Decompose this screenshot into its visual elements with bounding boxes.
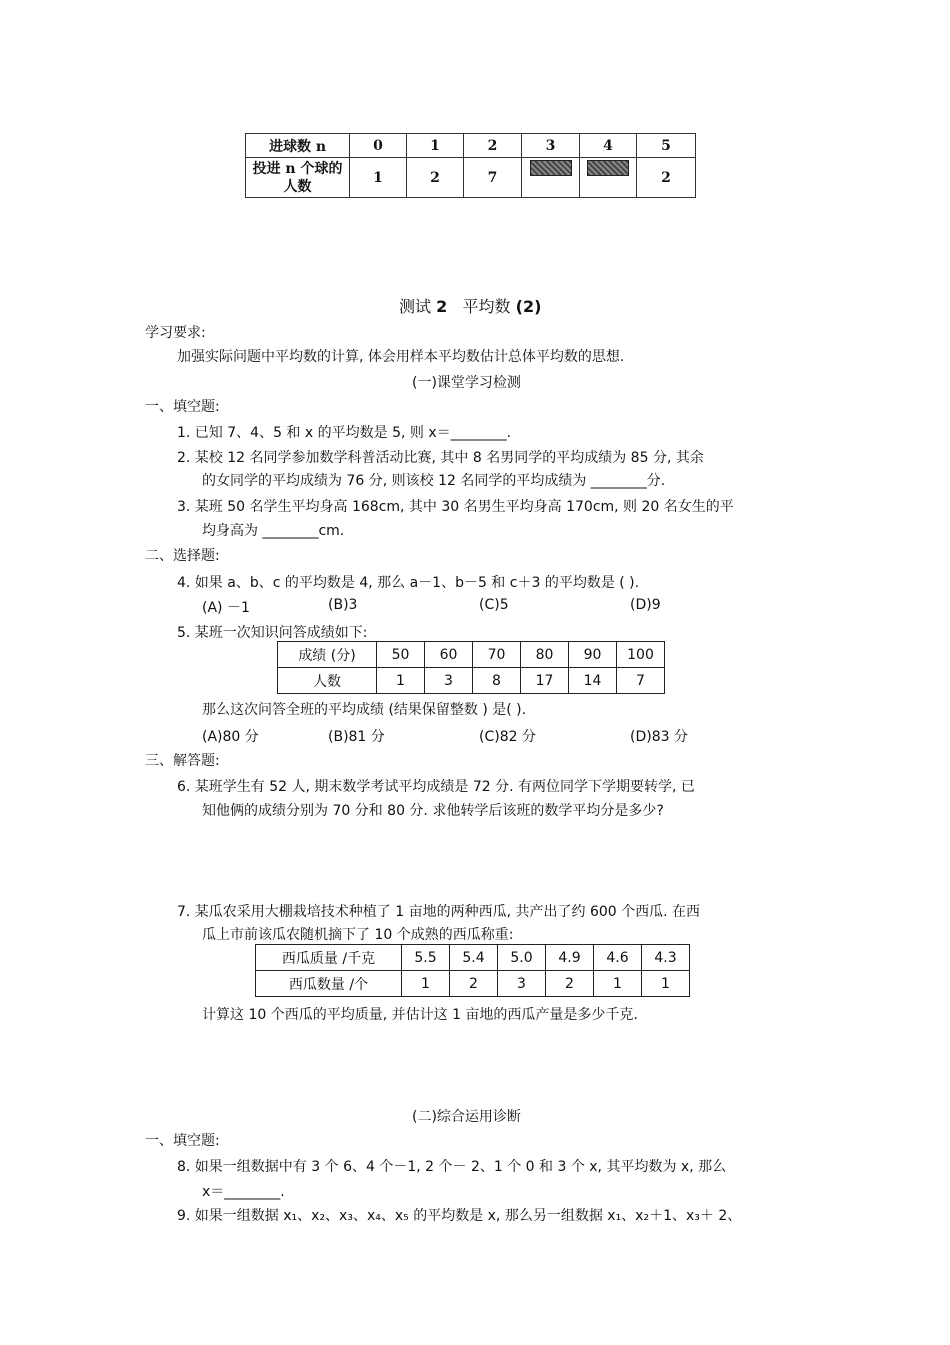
score-table-top: [245, 133, 696, 198]
section-heading: 一、填空题:: [145, 1133, 220, 1149]
question-4: 4. 如果 a、b、c 的平均数是 4, 那么 a－1、b－5 和 c＋3 的平均数是 ( ).: [177, 575, 640, 591]
page-title: [399, 294, 541, 317]
header-line: 人数: [283, 178, 312, 195]
option-d: (D)83 分: [630, 729, 688, 745]
table-cell: 1: [350, 158, 407, 198]
table-cell: 1: [377, 668, 425, 694]
title-number: 2: [436, 297, 448, 316]
question-1: 1. 已知 7、4、5 和 x 的平均数是 5, 则 x＝________.: [177, 425, 512, 441]
table-cell: 17: [521, 668, 569, 694]
title-prefix: 测试: [399, 297, 432, 316]
section-heading: 三、解答题:: [145, 753, 220, 769]
section-heading: 二、选择题:: [145, 548, 220, 564]
table-cell: 4: [580, 134, 637, 158]
question-7-line: 7. 某瓜农采用大棚栽培技术种植了 1 亩地的两种西瓜, 共产出了约 600 个西瓜. 在西: [177, 904, 701, 920]
question-7-tail: 计算这 10 个西瓜的平均质量, 并估计这 1 亩地的西瓜产量是多少千克.: [202, 1007, 638, 1023]
question-7-line: 瓜上市前该瓜农随机摘下了 10 个成熟的西瓜称重:: [202, 927, 514, 943]
section-title: (二)综合运用诊断: [412, 1109, 521, 1125]
redaction-mark: [530, 160, 572, 176]
question-3-line: 均身高为 ________cm.: [202, 523, 345, 539]
table-cell: 2: [450, 971, 498, 997]
table-header-cell: 西瓜质量 /千克: [256, 945, 402, 971]
question-8-line: x＝________.: [202, 1184, 285, 1200]
question-8-line: 8. 如果一组数据中有 3 个 6、4 个－1, 2 个－ 2、1 个 0 和 3 个 x, 其平均数为 x, 那么: [177, 1159, 727, 1175]
table-cell: 1: [642, 971, 690, 997]
table-cell: 7: [464, 158, 522, 198]
table-cell: 14: [569, 668, 617, 694]
option-c: (C)5: [479, 597, 509, 613]
section-heading: 一、填空题:: [145, 399, 220, 415]
question-2-line: 2. 某校 12 名同学参加数学科普活动比赛, 其中 8 名男同学的平均成绩为 85 分, 其余: [177, 450, 704, 466]
option-b: (B)81 分: [328, 729, 385, 745]
header-line: 投进 n 个球的: [252, 160, 343, 177]
option-b: (B)3: [328, 597, 358, 613]
option-d: (D)9: [630, 597, 661, 613]
table-cell: 50: [377, 642, 425, 668]
obscured-cell: [580, 158, 637, 198]
question-5-tail: 那么这次问答全班的平均成绩 (结果保留整数 ) 是( ).: [202, 702, 527, 718]
table-header-cell: 成绩 (分): [278, 642, 377, 668]
question-9-line: 9. 如果一组数据 x₁、x₂、x₃、x₄、x₅ 的平均数是 x, 那么另一组数据 x₁、x₂＋1、x₃＋ 2、: [177, 1208, 742, 1224]
table-cell: 5.5: [402, 945, 450, 971]
score-table-q5: [277, 641, 665, 694]
question-3-line: 3. 某班 50 名学生平均身高 168cm, 其中 30 名男生平均身高 170cm, 则 20 名女生的平: [177, 499, 734, 515]
section-title: (一)课堂学习检测: [412, 375, 521, 391]
obscured-cell: [522, 158, 580, 198]
table-cell: 100: [617, 642, 665, 668]
table-cell: 1: [407, 134, 464, 158]
table-cell: 4.9: [546, 945, 594, 971]
table-cell: 2: [546, 971, 594, 997]
table-cell: 8: [473, 668, 521, 694]
table-cell: 5: [637, 134, 696, 158]
table-cell: 4.3: [642, 945, 690, 971]
option-a: (A)80 分: [202, 729, 259, 745]
table-cell: 3: [522, 134, 580, 158]
question-5: 5. 某班一次知识问答成绩如下:: [177, 625, 368, 641]
table-cell: 70: [473, 642, 521, 668]
question-6-line: 知他俩的成绩分别为 70 分和 80 分. 求他转学后该班的数学平均分是多少?: [202, 803, 664, 819]
table-cell: 80: [521, 642, 569, 668]
watermelon-table: [255, 944, 690, 997]
option-a: (A) －1: [202, 600, 250, 616]
table-cell: 5.0: [498, 945, 546, 971]
table-header-cell: 进球数 n: [246, 134, 350, 158]
option-c: (C)82 分: [479, 729, 536, 745]
table-header-cell: 人数: [278, 668, 377, 694]
table-cell: 7: [617, 668, 665, 694]
table-cell: 1: [402, 971, 450, 997]
table-cell: 5.4: [450, 945, 498, 971]
redaction-mark: [587, 160, 629, 176]
table-cell: 3: [425, 668, 473, 694]
table-cell: 0: [350, 134, 407, 158]
question-6-line: 6. 某班学生有 52 人, 期末数学考试平均成绩是 72 分. 有两位同学下学期要转学, 已: [177, 779, 695, 795]
table-cell: 60: [425, 642, 473, 668]
requirements-label: 学习要求:: [145, 325, 206, 341]
table-header-cell: [246, 158, 350, 198]
table-cell: 1: [594, 971, 642, 997]
table-cell: 90: [569, 642, 617, 668]
title-part: (2): [515, 297, 542, 316]
table-cell: 3: [498, 971, 546, 997]
table-cell: 2: [407, 158, 464, 198]
question-2-line: 的女同学的平均成绩为 76 分, 则该校 12 名同学的平均成绩为 ________分.: [202, 473, 666, 489]
table-cell: 2: [464, 134, 522, 158]
requirements-text: 加强实际问题中平均数的计算, 体会用样本平均数估计总体平均数的思想.: [177, 349, 625, 365]
title-name: 平均数: [462, 297, 511, 316]
table-header-cell: 西瓜数量 /个: [256, 971, 402, 997]
table-cell: 4.6: [594, 945, 642, 971]
table-cell: 2: [637, 158, 696, 198]
